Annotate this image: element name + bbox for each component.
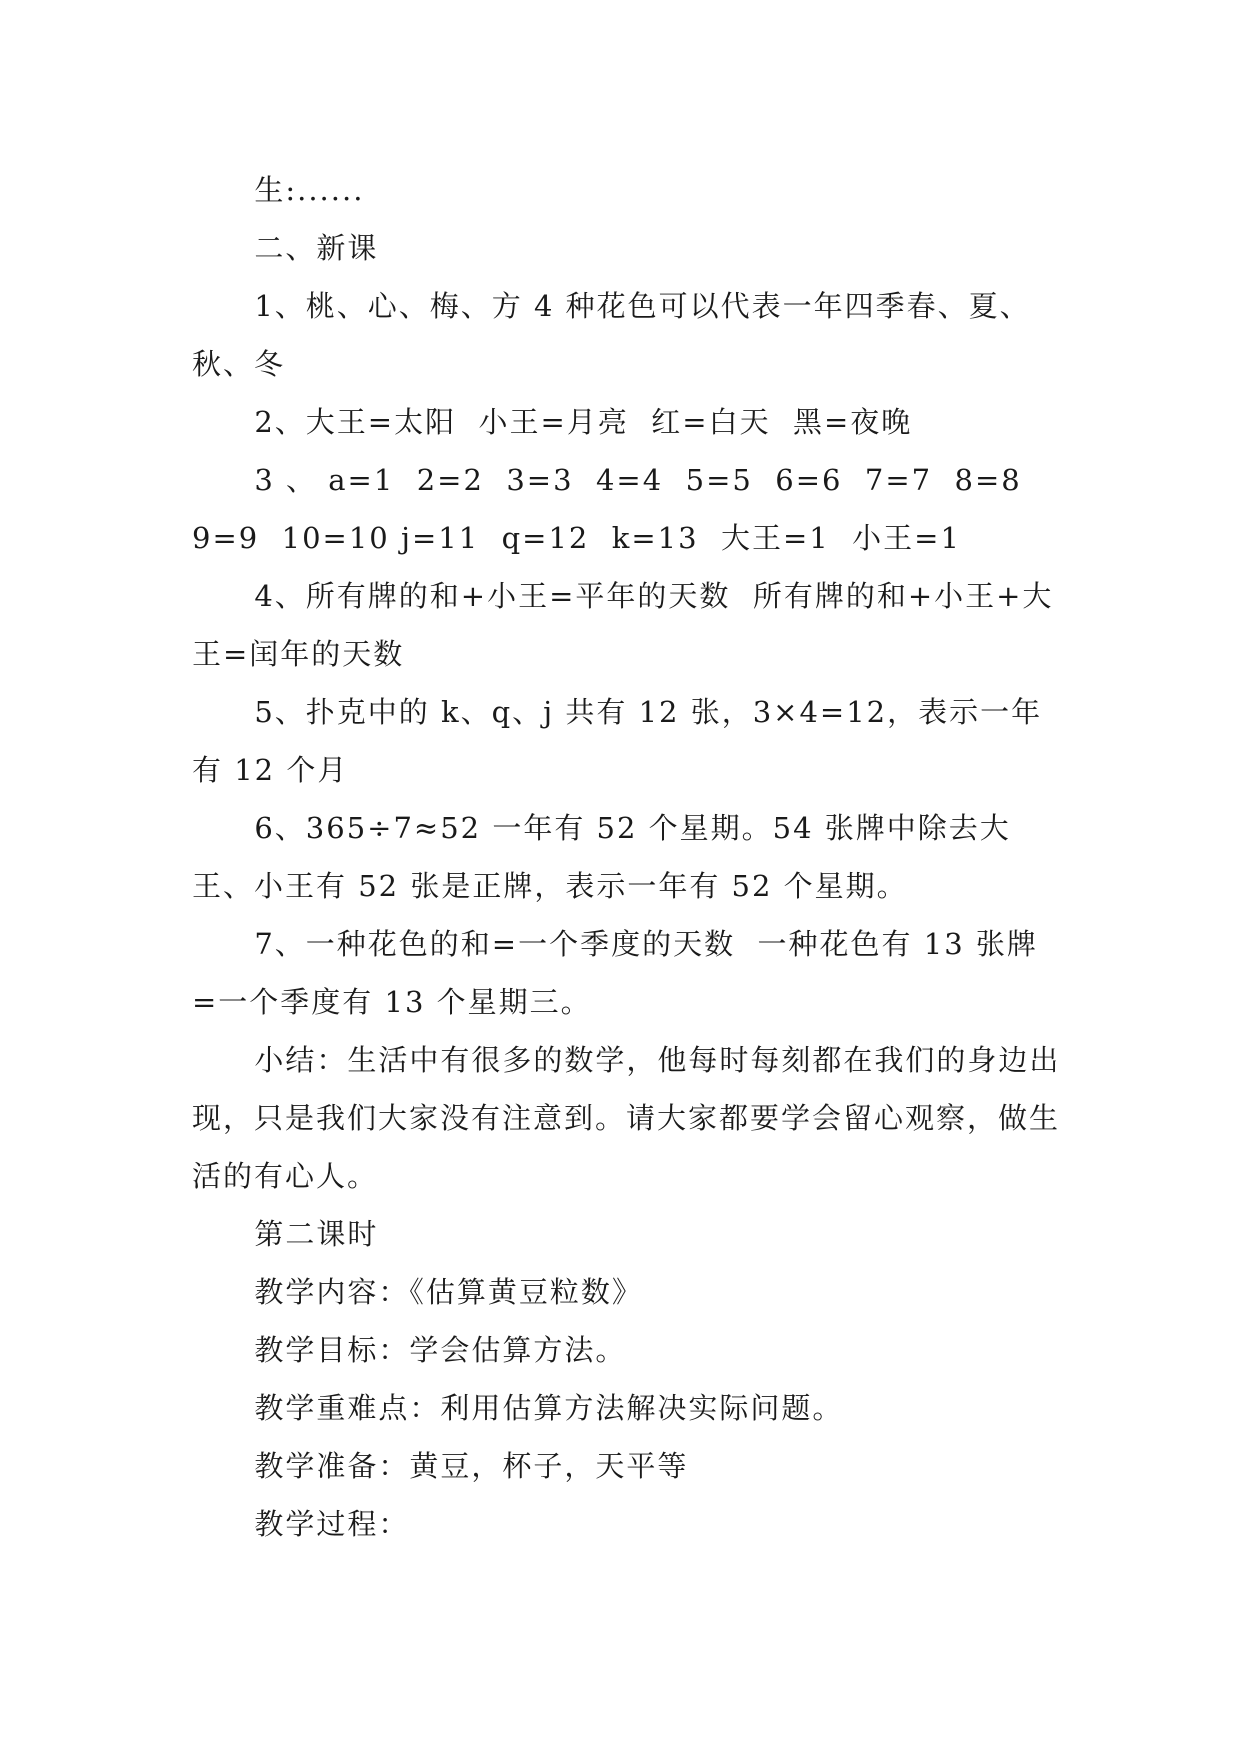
summary-paragraph: 小结：生活中有很多的数学，他每时每刻都在我们的身边出现，只是我们大家没有注意到。请大家都要学会留心观察，做生活的有心人。 bbox=[192, 1043, 1061, 1193]
lesson-point-3: 3 、 a=1 2=2 3=3 4=4 5=5 6=6 7=7 8=8 9=9 10=10 j=11 q=12 k=13 大王=1 小王=1 bbox=[192, 463, 1045, 555]
teaching-key-difficulty: 教学重难点：利用估算方法解决实际问题。 bbox=[254, 1391, 844, 1425]
lesson-point-5: 5、扑克中的 k、q、j 共有 12 张，3×4=12，表示一年有 12 个月 bbox=[192, 695, 1043, 787]
section-heading-new-lesson: 二、新课 bbox=[254, 231, 379, 265]
lesson-point-1: 1、桃、心、梅、方 4 种花色可以代表一年四季春、夏、秋、冬 bbox=[192, 289, 1031, 381]
teaching-content: 教学内容：《估算黄豆粒数》 bbox=[254, 1275, 643, 1309]
teaching-objective: 教学目标：学会估算方法。 bbox=[254, 1333, 627, 1367]
second-lesson-heading: 第二课时 bbox=[254, 1217, 379, 1251]
lesson-point-7: 7、一种花色的和=一个季度的天数 一种花色有 13 张牌=一个季度有 13 个星期三。 bbox=[192, 927, 1038, 1019]
lesson-point-6: 6、365÷7≈52 一年有 52 个星期。54 张牌中除去大王、小王有 52 张是正牌，表示一年有 52 个星期。 bbox=[192, 811, 1011, 903]
lesson-point-4: 4、所有牌的和+小王=平年的天数 所有牌的和+小王+大王=闰年的天数 bbox=[192, 579, 1054, 671]
lesson-point-2: 2、大王=太阳 小王=月亮 红=白天 黑=夜晚 bbox=[254, 405, 913, 439]
document-body bbox=[192, 161, 1062, 1553]
teaching-process: 教学过程： bbox=[254, 1507, 410, 1541]
teaching-preparation: 教学准备：黄豆，杯子，天平等 bbox=[254, 1449, 689, 1483]
student-response-line: 生:...... bbox=[254, 173, 365, 207]
